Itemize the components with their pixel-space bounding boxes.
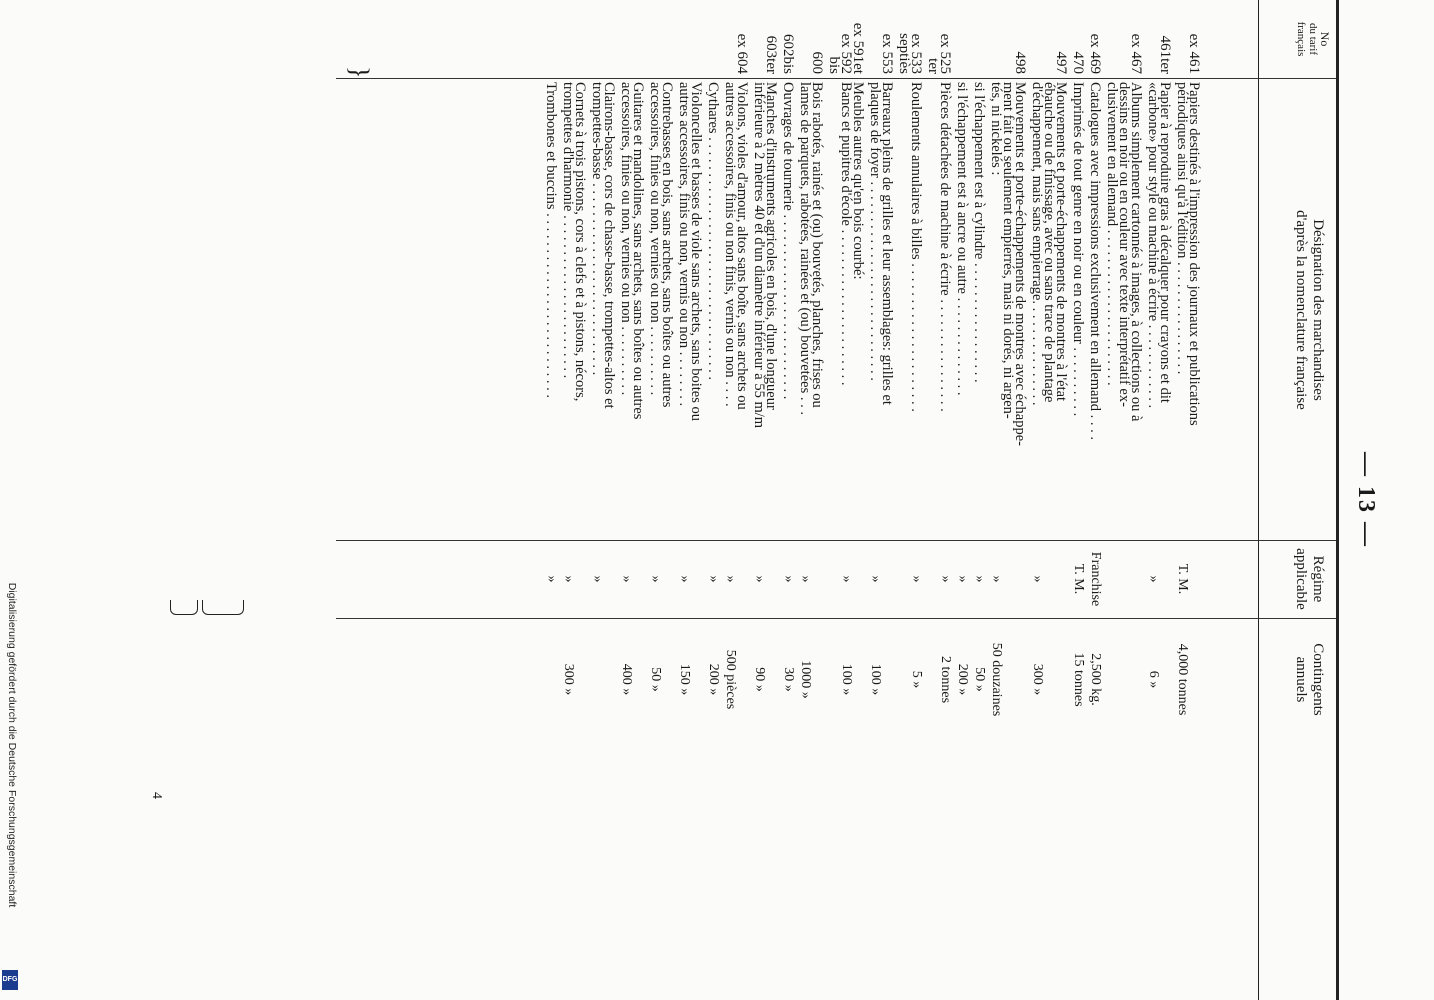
designation-line: Clairons-basse, cors de chasse-basse, trompettes-altos et (601, 82, 617, 409)
page-number: — 13 — (1353, 452, 1379, 548)
regime: » (723, 575, 738, 583)
designation-line: Roulements annulaires à billes . . . . . . . . . . . . . . . . . . . . . (908, 82, 924, 412)
designation (910, 82, 922, 537)
designation-line: Cornets à trois pistons, cors à clefs et à pistons, nécors, (572, 82, 588, 402)
designation-line: clusivement en allemand . . . . . . . . . . . . . . . . . . . . . . (1104, 82, 1120, 386)
regime: » (989, 575, 1004, 583)
table-row (898, 0, 922, 1000)
designation (990, 82, 1026, 537)
tariff-number-line: ex 553 (879, 33, 895, 74)
designation-line: Mouvements et porte-échappements de montres à l'état (1053, 82, 1069, 402)
table-row (973, 0, 985, 1000)
tariff-number (828, 0, 864, 74)
table-row (1176, 0, 1200, 1000)
designation-line: Barreaux pleins de grilles et leur assemblages: grilles et (879, 82, 895, 405)
tariff-number (782, 0, 794, 74)
table-row (1089, 0, 1101, 1000)
regime: » (972, 575, 987, 583)
table-row (620, 0, 644, 1000)
designation-line: si l'échappement est à cylindre . . . . . . . . . . . . . . . . . (971, 82, 987, 383)
contingent: 5 » (909, 670, 924, 689)
header-col-regime: Régime applicable (1293, 548, 1326, 610)
regime: T. M. (1071, 563, 1086, 595)
table-row (990, 0, 1026, 1000)
designation (1031, 82, 1067, 537)
table-row (591, 0, 615, 1000)
designation (1072, 82, 1084, 537)
tariff-number (1014, 0, 1026, 74)
table-row (678, 0, 702, 1000)
regime: » (839, 575, 854, 583)
contingent: 2,500 kg. (1088, 653, 1103, 706)
tariff-number-line: 497 (1053, 51, 1069, 74)
contingent: 30 » (781, 667, 796, 692)
tariff-number-line: 461ter (1157, 35, 1173, 74)
designation-line: Papier à reproduire gras à décalquer pour crayons et dit (1157, 82, 1173, 403)
table-row (1072, 0, 1084, 1000)
regime: » (938, 575, 953, 583)
header-col-no: No du tarif français (1295, 21, 1332, 57)
top-rule (1336, 0, 1339, 1000)
designation-line: Violoncelles et basses de viole sans archets, sans boites ou (688, 82, 704, 421)
tariff-number (898, 0, 922, 74)
designation-line: Manches d'instruments agricoles en bois, d'une longueur (763, 82, 779, 410)
contingent: 90 » (752, 667, 767, 692)
table-row (1147, 0, 1171, 1000)
table-row (707, 0, 719, 1000)
contingent: 500 pièces (723, 649, 738, 710)
table-row (927, 0, 951, 1000)
regime: » (706, 575, 721, 583)
tariff-number (1130, 0, 1142, 74)
designation-line: Mouvements et porte-échappements de montres avec échappe- (1012, 82, 1028, 446)
designation-line: Papiers destinés à l'impression des journaux et publications (1186, 82, 1202, 426)
regime: T. M. (1175, 563, 1190, 595)
contingent: 6 » (1146, 670, 1161, 689)
table-row (753, 0, 777, 1000)
tariff-number-line: 600 (809, 51, 825, 74)
contingent: 300 » (561, 663, 576, 696)
table-row (782, 0, 794, 1000)
designation (620, 82, 644, 537)
designation-line: lames de parquets, rabotées, rainées et (ou) bouvetées . . . (797, 82, 813, 415)
tariff-number (1072, 0, 1084, 74)
regime: Franchise (1088, 551, 1103, 607)
table-row (869, 0, 893, 1000)
designation-line: trompettes-basse . . . . . . . . . . . . . . . . . . . . . . . . . . . (589, 82, 605, 376)
regime: » (1146, 575, 1161, 583)
designation-line: Ouvrages de tournerie . . . . . . . . . . . . . . . . . . . . . . . . . . (780, 82, 796, 400)
tariff-number-line: ex 533 (908, 33, 924, 74)
tariff-number (1055, 0, 1067, 74)
designation-line: d'échappement, mais sans empierrage. . . . . . . . . . . . . . . (1029, 82, 1045, 406)
tariff-number-line: ex 591et (850, 22, 866, 74)
designation-line: accessoires, finies ou non, vernies ou non . . . . . . . . . . (618, 82, 634, 396)
regime: » (798, 575, 813, 583)
tariff-number-line: 470 (1070, 51, 1086, 74)
contingent: 300 » (1030, 663, 1045, 696)
table-row (724, 0, 748, 1000)
designation-line: Cythares . . . . . . . . . . . . . . . . . . . . . . . . . . . . . . . . . . (705, 82, 721, 381)
tariff-number (1089, 0, 1101, 74)
designation (591, 82, 615, 537)
contingent: 50 douzaines (989, 642, 1004, 717)
table-row (545, 0, 557, 1000)
tariff-number (811, 0, 823, 74)
designation (956, 82, 968, 537)
tariff-number-line: ex 467 (1128, 33, 1144, 74)
designation (1176, 82, 1200, 537)
header-col-contingents: Contingents annuels (1293, 643, 1326, 716)
regime: » (677, 575, 692, 583)
contingent: 100 » (839, 663, 854, 696)
tariff-number-line: septiès (896, 33, 912, 74)
designation (782, 82, 794, 537)
table-row (1031, 0, 1067, 1000)
tariff-number-line: bis (826, 56, 842, 74)
designation (1147, 82, 1171, 537)
contingent: 100 » (868, 663, 883, 696)
regime: » (590, 575, 605, 583)
contingent: 2 tonnes (938, 655, 953, 704)
table-row (956, 0, 968, 1000)
table-row (828, 0, 864, 1000)
tariff-number-line: ter (925, 58, 941, 74)
contingent: 50 » (972, 667, 987, 692)
tariff-number-line: 602bis (780, 33, 796, 74)
designation-line: Trombones et buccins . . . . . . . . . . . . . . . . . . . . . . . . . . (543, 82, 559, 399)
contingent: 1000 » (798, 660, 813, 699)
regime: » (1030, 575, 1045, 583)
tariff-number (765, 0, 777, 74)
designation-line: trompettes d'harmonie . . . . . . . . . . . . . . . . . . . . . . . (560, 82, 576, 379)
tariff-number (881, 0, 893, 74)
designation-line: Bois rabotés, rainés et (ou) bouvetés, planches, frises ou (809, 82, 825, 408)
designation-line: dessins en noir ou en couleur avec texte interprétatif ex- (1116, 82, 1132, 407)
designation-line: plaques de foyer . . . . . . . . . . . . . . . . . . . . . . . . . . . . (867, 82, 883, 381)
designation-line: Meubles autres qu'en bois courbé: (850, 82, 866, 280)
footnote-number: 4 (149, 792, 164, 799)
designation (869, 82, 893, 537)
designation (545, 82, 557, 537)
designation-line: Violons, violes d'amour, altos sans boîte, sans archets ou (734, 82, 750, 410)
tariff-number-line: 498 (1012, 51, 1028, 74)
regime: » (752, 575, 767, 583)
regime: » (648, 575, 663, 583)
designation (562, 82, 586, 537)
contingent: 400 » (619, 663, 634, 696)
designation-line: Contrebasses en bois, sans archets, sans boîtes ou autres (659, 82, 675, 408)
regime: » (909, 575, 924, 583)
contingent-brace-2 (170, 600, 198, 615)
contingent: 50 » (648, 667, 663, 692)
designation-line: accessoires, finies ou non, vernies ou non . . . . . . . . . . (647, 82, 663, 396)
designation (707, 82, 719, 537)
designation-line: Bancs et pupitres d'école . . . . . . . . . . . . . . . . . . . . . . (838, 82, 854, 386)
row-brace: } (345, 66, 374, 79)
tariff-number-line: ex 469 (1087, 33, 1103, 74)
header-rule (1258, 0, 1259, 1000)
contingent: 200 » (706, 663, 721, 696)
regime: » (561, 575, 576, 583)
tariff-number (736, 0, 748, 74)
sidebar-credit (2, 500, 22, 990)
header-col-designation: Désignation des marchandises d'après la nomenclature française (1293, 210, 1326, 410)
designation (1106, 82, 1142, 537)
designation-line: Pièces détachées de machine à écrire . . . . . . . . . . . . . . . . (937, 82, 953, 412)
tariff-number-line: 603ter (763, 35, 779, 74)
designation (973, 82, 985, 537)
table-row (649, 0, 673, 1000)
contingent: 200 » (955, 663, 970, 696)
contingent-brace (202, 600, 244, 615)
designation (753, 82, 777, 537)
regime: » (781, 575, 796, 583)
designation (799, 82, 823, 537)
designation-line: ébauche ou de finissage, avec ou sans trace de plantage (1041, 82, 1057, 403)
contingent: 150 » (677, 663, 692, 696)
designation (939, 82, 951, 537)
table-row (562, 0, 586, 1000)
table-row (799, 0, 823, 1000)
tariff-number (927, 0, 951, 74)
designation-line: périodiques ainsi qu'à l'édition . . . . . . . . . . . . . . . . (1174, 82, 1190, 375)
regime: » (868, 575, 883, 583)
credit-text: Digitalisierung gefördert durch die Deutsche Forschungsgemeinschaft (6, 582, 18, 908)
designation-line: si l'échappement est à ancre ou autre . . . . . . . . . . . . . . (954, 82, 970, 396)
designation-line: Guitares et mandolines, sans archets, sans boîtes ou autres (630, 82, 646, 420)
designation-line: autres accessoires, finis ou non, vernis ou non . . . . . . . . (676, 82, 692, 407)
designation-line: inférieure à 2 mètres 40 et d'un diamètre inférieur à 55 m/m (751, 82, 767, 429)
designation (678, 82, 702, 537)
table-row (1106, 0, 1142, 1000)
designation (724, 82, 748, 537)
tariff-number-line: ex 525 (937, 33, 953, 74)
dfg-logo: DFG (2, 970, 18, 990)
designation-line: «carbone» pour style ou machine à écrire . . . . . . . . . . . . (1145, 82, 1161, 409)
contingent: 4,000 tonnes (1175, 643, 1190, 716)
tariff-number-line: ex 592 (838, 33, 854, 74)
designation-line: Albums simplement cartonnés à images, à collections ou à (1128, 82, 1144, 422)
designation-line: Catalogues avec impressions exclusivement en allemand . . . . (1087, 82, 1103, 440)
tariff-number (1188, 0, 1200, 74)
regime: » (619, 575, 634, 583)
tariff-number (1159, 0, 1171, 74)
designation-line: autres accessoires, finis ou non finis, vernis ou non . . . . (722, 82, 738, 407)
tariff-number-line: ex 604 (734, 33, 750, 74)
regime: » (955, 575, 970, 583)
contingent: 15 tonnes (1071, 652, 1086, 707)
designation-line: tés, ni nickelés : (988, 82, 1004, 176)
regime: » (544, 575, 559, 583)
designation (840, 82, 864, 537)
designation (1089, 82, 1101, 537)
designation (649, 82, 673, 537)
tariff-number-line: ex 461 (1186, 33, 1202, 74)
designation-line: Imprimés de tout genre en noir ou en couleur . . . . . . . . . . (1070, 82, 1086, 417)
designation-line: ment fait ou seulement empierrés, mais ni dorés, ni argen- (1000, 82, 1016, 419)
